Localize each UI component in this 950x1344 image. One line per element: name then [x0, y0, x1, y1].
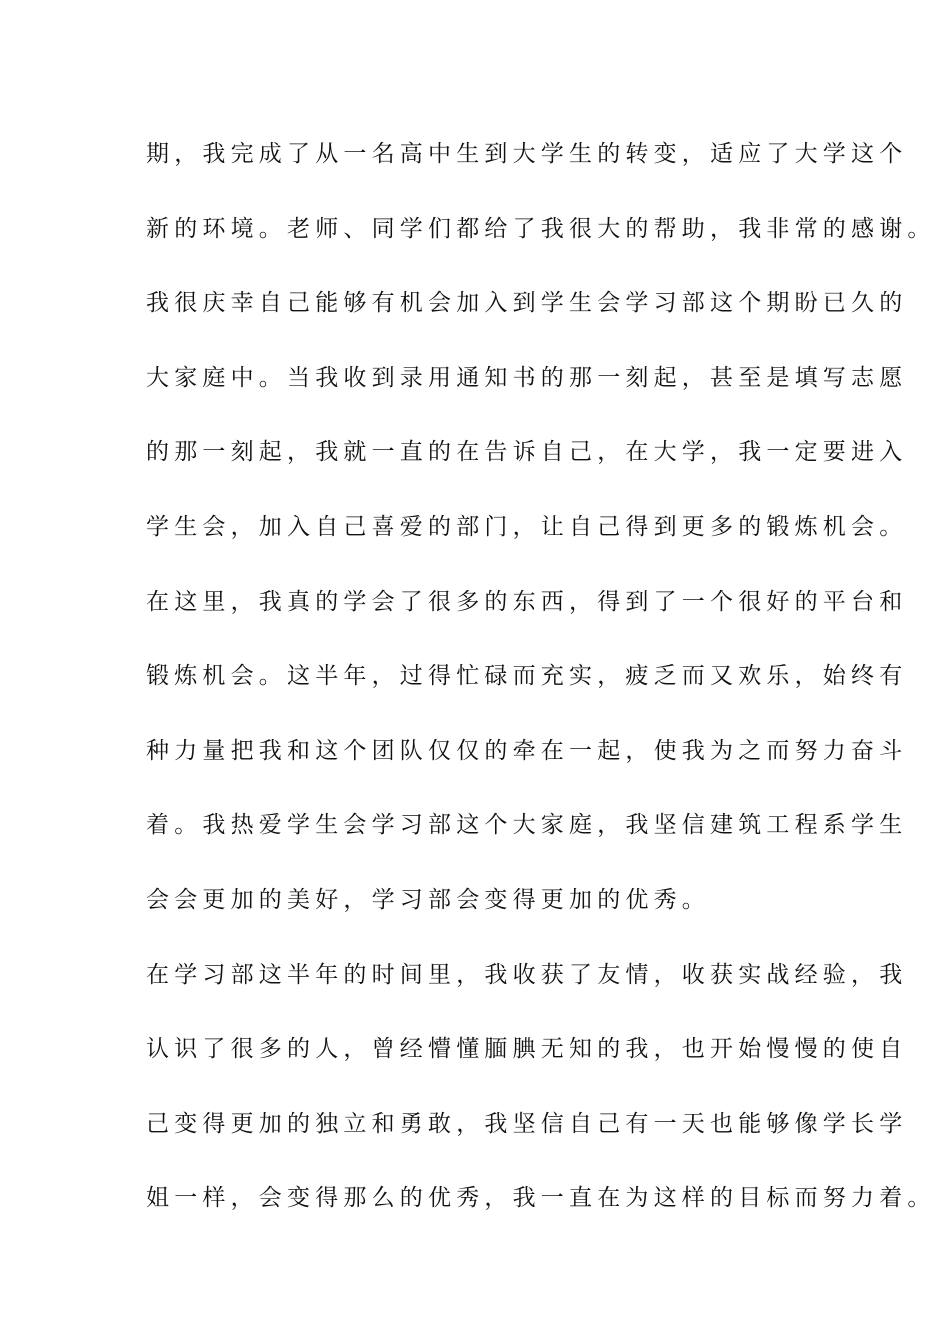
text-line: 认识了很多的人，曾经懵懂腼腆无知的我，也开始慢慢的使自: [146, 1036, 908, 1063]
text-line: 锻炼机会。这半年，过得忙碌而充实，疲乏而又欢乐，始终有: [146, 663, 908, 690]
text-line: 新的环境。老师、同学们都给了我很大的帮助，我非常的感谢。: [146, 215, 936, 242]
text-line: 的那一刻起，我就一直的在告诉自己，在大学，我一定要进入: [146, 439, 908, 466]
text-line: 姐一样，会变得那么的优秀，我一直在为这样的目标而努力着。: [146, 1185, 936, 1212]
text-line: 学生会，加入自己喜爱的部门，让自己得到更多的锻炼机会。: [146, 513, 908, 540]
text-line: 着。我热爱学生会学习部这个大家庭，我坚信建筑工程系学生: [146, 812, 908, 839]
text-line: 在这里，我真的学会了很多的东西，得到了一个很好的平台和: [146, 588, 908, 615]
text-line: 己变得更加的独立和勇敢，我坚信自己有一天也能够像学长学: [146, 1110, 908, 1137]
text-line: 我很庆幸自己能够有机会加入到学生会学习部这个期盼已久的: [146, 290, 908, 317]
text-line: 种力量把我和这个团队仅仅的牵在一起，使我为之而努力奋斗: [146, 737, 908, 764]
text-line: 大家庭中。当我收到录用通知书的那一刻起，甚至是填写志愿: [146, 364, 908, 391]
text-line: 期，我完成了从一名高中生到大学生的转变，适应了大学这个: [146, 141, 908, 167]
text-line: 在学习部这半年的时间里，我收获了友情，收获实战经验，我: [146, 961, 908, 988]
body-text: [146, 128, 936, 1247]
text-line: 会会更加的美好，学习部会变得更加的优秀。: [146, 886, 710, 913]
